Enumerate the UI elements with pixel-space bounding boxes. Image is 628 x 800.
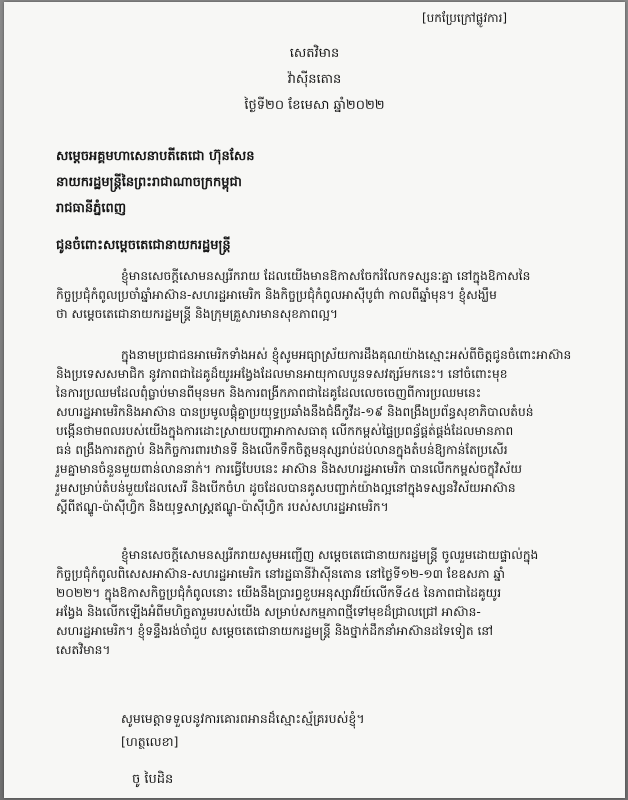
- closing-line: សូមមេត្តាទទួលនូវការគោរពអានដ៏ស្មោះស្ម័គ្ររបស់ខ្ញុំ។: [121, 711, 365, 726]
- letter-page: [4, 2, 625, 798]
- paragraph-3-line: សេតវិមាន។: [56, 643, 111, 657]
- letter-subject: ជូនចំពោះសម្តេចតេជោនាយករដ្ឋមន្ត្រី: [56, 238, 231, 253]
- paragraph-2-line: និងប្រទេសសមាជិក នូវភាពជាដៃគូដ៏យូរអង្វែងដែលមានអាយុកាលបួនទសវត្សរ៍មកនេះ។ នៅចំពោះមុខ: [56, 367, 508, 381]
- translation-note: [បកប្រែក្រៅផ្លូវការ]: [422, 11, 508, 25]
- paragraph-3-line: អង្វែង និងលើកឡើងអំពីមហិច្ឆតារួមរបស់យើង សម្រាប់សកម្មភាពថ្មីទៅមុខដ៏ជ្រាលជ្រៅ អាស៊ាន-: [56, 605, 481, 619]
- paragraph-2-line: ក្នុងនាមប្រជាជនអាមេរិកទាំងអស់ ខ្ញុំសូមអធ្យាស្រ័យការដឹងគុណយ៉ាងស្មោះអស់ពីចិត្តជូនចំពោះអាស៊ាន: [121, 348, 572, 362]
- letter-date: ថ្ងៃទី២០ ខែមេសា ឆ្នាំ២០២២: [244, 98, 385, 113]
- paragraph-1-line: កិច្ចប្រជុំកំពូលប្រចាំឆ្នាំអាស៊ាន-សហរដ្ឋអាមេរិក និងកិច្ចប្រជុំកំពូលអាស៊ីបូព៌ា កាលពីឆ្នាំមុន។ ខ្ញុំសង្ឃឹម: [56, 288, 497, 302]
- paragraph-1-line: ថា សម្តេចតេជោនាយករដ្ឋមន្ត្រី និងក្រុមគ្រួសារមានសុខភាពល្អ។: [56, 307, 338, 321]
- recipient-city: រាជធានីភ្នំពេញ: [56, 201, 127, 216]
- paragraph-3-line: កិច្ចប្រជុំកំពូលពិសេសអាស៊ាន-សហរដ្ឋអាមេរិក នៅរដ្ឋធានីវ៉ាស៊ីនតោន នៅថ្ងៃទី១២-១៣ ខែឧសភា ឆ្នាំ: [56, 567, 505, 581]
- paragraph-2-line: ស្តីពីឥណ្ឌូ-ប៉ាស៊ីហ្វិក និងយុទ្ធសាស្ត្រឥណ្ឌូ-ប៉ាស៊ីហ្វិក របស់សហរដ្ឋអាមេរិក។: [56, 500, 389, 514]
- place-line-1: សេតវិមាន: [289, 46, 340, 61]
- signatory-name: ចូ បៃដិន: [132, 772, 174, 787]
- recipient-title: នាយករដ្ឋមន្ត្រីនៃព្រះរាជាណាចក្រកម្ពុជា: [56, 175, 242, 190]
- signature-mark: [ហត្ថលេខា]: [121, 734, 179, 749]
- paragraph-2-line: ធន់ ពង្រឹងការតភ្ជាប់ និងកិច្ចការពារឋានទី និងលើកទឹកចិត្តមនុស្សរាប់ដប់លានក្នុងតំបន់ឱ្យកាន់តែប្រសើរ: [56, 443, 508, 457]
- paragraph-3-line: ២០២២។ ក្នុងឱកាសកិច្ចប្រជុំកំពូលនោះ យើងនឹងប្រារព្ធខួបអនុស្សាវរីយ៍លើកទី៤៥ នៃភាពជាដៃគូយូរ: [56, 586, 502, 600]
- paragraph-2-line: សហរដ្ឋអាមេរិកនិងអាស៊ាន បានប្រមូលផ្តុំគ្នាប្រយុទ្ធប្រឆាំងនឹងជំងឺកូវីដ-១៩ និងពង្រឹងប្រព័ន្ធសុខាភិបាលតំបន់: [56, 405, 534, 419]
- paragraph-3-line: ខ្ញុំមានសេចក្តីសោមនស្សរីករាយសូមអញ្ជើញ សម្តេចតេជោនាយករដ្ឋមន្ត្រី ចូលរួមដោយផ្ទាល់ក្នុង: [121, 548, 539, 562]
- paragraph-2-line: នៃការប្រឈមដែលពុំធ្លាប់មានពីមុនមក និងការពង្រីកភាពជាដៃគូដែលលេចចេញពីការប្រឈមនេះ: [56, 386, 482, 400]
- recipient-name: សម្តេចអគ្គមហាសេនាបតីតេជោ ហ៊ុនសែន: [56, 149, 255, 164]
- paragraph-2-line: បង្កើនថាមពលរបស់យើងក្នុងការដោះស្រាយបញ្ហាអាកាសធាតុ លើកកម្ពស់ផ្ទៃប្រពន្ធ័ផ្គត់ផ្គង់ដែលមានភាព: [56, 424, 514, 438]
- paragraph-3-line: សហរដ្ឋអាមេរិក។ ខ្ញុំទន្ទឹងរង់ចាំជួប សម្តេចតេជោនាយករដ្ឋមន្ត្រី និងថ្នាក់ដឹកនាំអាស៊ានដទៃទៀត នៅ: [56, 624, 493, 638]
- paragraph-1-line: ខ្ញុំមានសេចក្តីសោមនស្សរីករាយ ដែលយើងមានឱកាសចែករំលែកទស្សនៈគ្នា នៅក្នុងឱកាសនៃ: [121, 269, 531, 283]
- paragraph-2-line: រួមសម្រាប់តំបន់មួយដែលសេរី និងបើកចំហ ដូចដែលបានគូសបញ្ជាក់យ៉ាងល្អនៅក្នុងទស្សនវិស័យអាស៊ាន: [56, 481, 516, 495]
- place-line-2: វ៉ាស៊ីនតោន: [287, 72, 342, 87]
- paragraph-2-line: រួមគ្នាមានចំនួនមួយពាន់លាននាក់។ ការធ្វើបែបនេះ អាស៊ាន និងសហរដ្ឋអាមេរិក បានលើកកម្ពស់ចក្ខុវិស័យ: [56, 462, 522, 476]
